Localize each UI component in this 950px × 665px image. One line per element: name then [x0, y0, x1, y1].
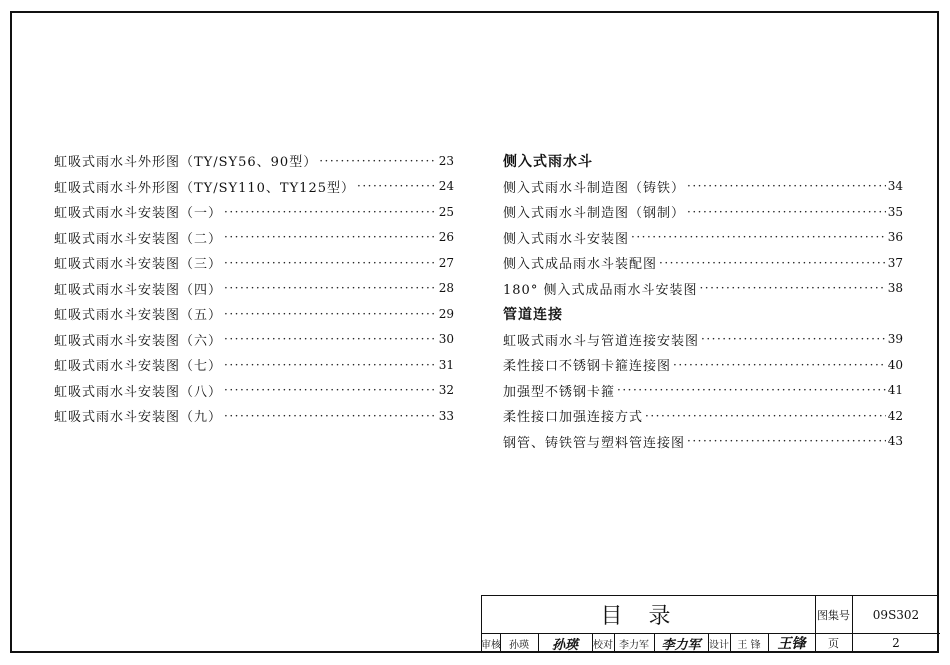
- section-heading-pipe-connection: 管道连接: [503, 306, 563, 323]
- toc-item[interactable]: 虹吸式雨水斗外形图（TY/SY110、TY125型） ····· 24: [54, 174, 454, 200]
- toc-item[interactable]: 虹吸式雨水斗安装图（一） ····· 25: [54, 199, 454, 225]
- reviewer-name: 孙瑛: [509, 639, 529, 651]
- toc-left-column: [54, 148, 454, 429]
- drawing-title: 目录: [600, 604, 697, 629]
- toc-item[interactable]: 侧入式雨水斗安装图 ····· 36: [503, 225, 903, 251]
- toc-item[interactable]: 180° 侧入式成品雨水斗安装图 ····· 38: [503, 276, 903, 302]
- toc-page-number: 27: [438, 255, 454, 270]
- toc-item[interactable]: 虹吸式雨水斗安装图（七） ····· 31: [54, 352, 454, 378]
- toc-item[interactable]: 虹吸式雨水斗与管道连接安装图 ····· 39: [503, 327, 903, 353]
- toc-item[interactable]: 虹吸式雨水斗安装图（八） ····· 32: [54, 378, 454, 404]
- check-label: 校对: [593, 639, 613, 651]
- toc-page-number: 26: [438, 230, 454, 245]
- review-label: 审核: [481, 639, 501, 651]
- checker-name: 李力军: [619, 639, 649, 651]
- checker-signature: 李力军: [661, 637, 701, 653]
- toc-right-column: [503, 148, 903, 454]
- toc-page-number: 43: [887, 434, 903, 449]
- section-heading-side-inlet: 侧入式雨水斗: [503, 153, 593, 170]
- toc-item[interactable]: 虹吸式雨水斗外形图（TY/SY56、90型） ····· 23: [54, 148, 454, 174]
- toc-item[interactable]: 虹吸式雨水斗安装图（三） ····· 27: [54, 250, 454, 276]
- toc-page-number: 25: [438, 204, 454, 219]
- atlas-number-label: 图集号: [817, 608, 850, 622]
- toc-page-number: 24: [438, 179, 454, 194]
- title-block: [481, 595, 939, 653]
- toc-page-number: 31: [438, 357, 454, 372]
- page-number: 2: [892, 636, 900, 650]
- toc-page-number: 32: [438, 383, 454, 398]
- toc-item[interactable]: 虹吸式雨水斗安装图（二） ····· 26: [54, 225, 454, 251]
- toc-item[interactable]: 虹吸式雨水斗安装图（四） ····· 28: [54, 276, 454, 302]
- toc-page-number: 33: [438, 408, 454, 423]
- toc-item[interactable]: 侧入式成品雨水斗装配图 ····· 37: [503, 250, 903, 276]
- toc-page-number: 41: [887, 383, 903, 398]
- toc-item[interactable]: 虹吸式雨水斗安装图（九） ····· 33: [54, 403, 454, 429]
- toc-page-number: 38: [887, 281, 903, 296]
- toc-page-number: 34: [887, 179, 903, 194]
- toc-page-number: 35: [887, 204, 903, 219]
- toc-page-number: 39: [887, 332, 903, 347]
- toc-item[interactable]: 加强型不锈钢卡箍 ····· 41: [503, 378, 903, 404]
- page-label: 页: [828, 637, 839, 650]
- toc-item[interactable]: 侧入式雨水斗制造图（铸铁） ····· 34: [503, 174, 903, 200]
- reviewer-signature: 孙瑛: [551, 637, 578, 653]
- toc-page-number: 40: [887, 357, 903, 372]
- toc-item[interactable]: 虹吸式雨水斗安装图（五） ····· 29: [54, 301, 454, 327]
- toc-page-number: 42: [887, 408, 903, 423]
- toc-page-number: 28: [438, 281, 454, 296]
- toc-item[interactable]: 柔性接口加强连接方式 ····· 42: [503, 403, 903, 429]
- toc-page-number: 36: [887, 230, 903, 245]
- toc-item[interactable]: 侧入式雨水斗制造图（钢制） ····· 35: [503, 199, 903, 225]
- toc-page-number: 37: [887, 255, 903, 270]
- atlas-number: 09S302: [872, 607, 920, 622]
- toc-page-number: 29: [438, 306, 454, 321]
- toc-page-number: 30: [438, 332, 454, 347]
- design-label: 设计: [709, 639, 729, 651]
- toc-item[interactable]: 柔性接口不锈钢卡箍连接图 ····· 40: [503, 352, 903, 378]
- toc-item[interactable]: 钢管、铸铁管与塑料管连接图 ····· 43: [503, 429, 903, 455]
- designer-signature: 王锋: [777, 636, 806, 652]
- designer-name: 王 锋: [737, 639, 761, 651]
- toc-page-number: 23: [438, 153, 454, 168]
- toc-item[interactable]: 虹吸式雨水斗安装图（六） ····· 30: [54, 327, 454, 353]
